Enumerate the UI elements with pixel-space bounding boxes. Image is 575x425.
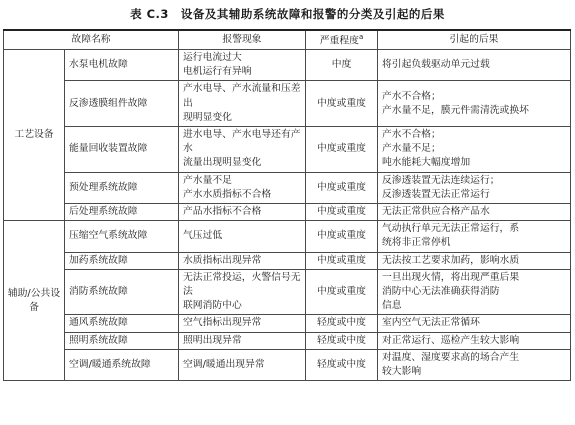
consequence-cell: [378, 221, 571, 252]
consequence-cell-line: 产水量不足，膜元件需清洗或换坏: [382, 104, 529, 116]
consequence-cell-line: 无法正常供应合格产品水: [382, 206, 490, 218]
alarm-cell: [179, 204, 306, 221]
table-row: [4, 81, 571, 127]
consequence-cell-line: 无法按工艺要求加药，影响水质: [382, 254, 520, 266]
header-alarm: 报警现象: [179, 30, 306, 50]
alarm-cell-line: 进水电导、产水电导还有产水: [183, 129, 301, 155]
alarm-cell-line: 无法正常投运，火警信号无法: [183, 271, 301, 298]
alarm-cell: [179, 81, 306, 127]
alarm-cell: [179, 349, 306, 380]
consequence-cell-line: 将引起负载驱动单元过载: [382, 59, 490, 71]
alarm-cell-line: 气压过低: [183, 230, 223, 242]
severity-cell: 轻度或中度: [306, 332, 378, 349]
consequence-cell-line: 一旦出现火情，将出现严重后果: [382, 271, 520, 283]
table-row: [4, 127, 571, 173]
consequence-cell: [378, 81, 571, 127]
alarm-cell: [179, 332, 306, 349]
table-row: [4, 315, 571, 332]
consequence-cell: [378, 269, 571, 315]
consequence-cell: [378, 349, 571, 380]
alarm-cell: [179, 269, 306, 315]
alarm-cell-line: 现明显变化: [183, 111, 232, 123]
consequence-cell-line: 信息: [382, 300, 402, 312]
consequence-cell-line: 产水不合格；: [382, 129, 441, 141]
severity-cell: 中度或重度: [306, 81, 378, 127]
consequence-cell-line: 气动执行单元无法正常运行，系: [382, 223, 520, 235]
table-row: [4, 172, 571, 203]
fault-name-cell: 水泵电机故障: [65, 50, 179, 81]
consequence-cell-line: 产水不合格；: [382, 90, 441, 102]
consequence-cell: [378, 252, 571, 269]
severity-cell: 中度或重度: [306, 172, 378, 203]
alarm-cell-line: 空气指标出现异常: [183, 317, 262, 329]
fault-name-cell: 加药系统故障: [65, 252, 179, 269]
severity-cell: 中度或重度: [306, 221, 378, 252]
alarm-cell-line: 照明出现异常: [183, 334, 242, 346]
consequence-cell: [378, 204, 571, 221]
alarm-cell-line: 运行电流过大: [183, 52, 242, 63]
consequence-cell: [378, 127, 571, 173]
consequence-cell-line: 室内空气无法正常循环: [382, 317, 480, 329]
consequence-cell-line: 统将非正常停机: [382, 237, 451, 249]
header-severity: [306, 30, 378, 50]
alarm-cell-line: 产水电导、产水流量和压差出: [183, 83, 301, 109]
alarm-cell-line: 流量出现明显变化: [183, 157, 262, 169]
fault-name-cell: 能量回收装置故障: [65, 127, 179, 173]
fault-name-cell: 反渗透膜组件故障: [65, 81, 179, 127]
table-row: [4, 50, 571, 81]
table-row: [4, 204, 571, 221]
table-row: [4, 349, 571, 380]
table-title: 设备及其辅助系统故障和报警的分类及引起的后果: [180, 7, 445, 21]
consequence-cell-line: 吨水能耗大幅度增加: [382, 157, 471, 169]
fault-name-cell: 空调/暖通系统故障: [65, 349, 179, 380]
header-row: [4, 30, 571, 50]
category-cell: 工艺设备: [4, 50, 65, 221]
alarm-cell: [179, 50, 306, 81]
severity-cell: 中度: [306, 50, 378, 81]
severity-cell: 中度或重度: [306, 204, 378, 221]
header-fault-name: 故障名称: [4, 30, 179, 50]
severity-cell: 轻度或中度: [306, 349, 378, 380]
severity-cell: 中度或重度: [306, 252, 378, 269]
consequence-cell-line: 对正常运行、巡检产生较大影响: [382, 334, 520, 346]
consequence-cell: [378, 315, 571, 332]
consequence-cell: [378, 50, 571, 81]
fault-name-cell: 通风系统故障: [65, 315, 179, 332]
alarm-cell: [179, 221, 306, 252]
consequence-cell: [378, 332, 571, 349]
consequence-cell-line: 对温度、湿度要求高的场合产生: [382, 351, 520, 363]
fault-name-cell: 后处理系统故障: [65, 204, 179, 221]
consequence-cell-line: 较大影响: [382, 366, 422, 378]
consequence-cell-line: 消防中心无法准确获得消防: [382, 286, 500, 298]
alarm-cell-line: 产品水指标不合格: [183, 206, 262, 218]
alarm-cell: [179, 252, 306, 269]
header-severity-footnote-mark: a: [358, 32, 364, 41]
header-severity-label: 严重程度: [319, 35, 359, 47]
alarm-cell: [179, 127, 306, 173]
category-cell: 辅助/公共设备: [4, 221, 65, 381]
severity-cell: 中度或重度: [306, 269, 378, 315]
alarm-cell: [179, 315, 306, 332]
alarm-cell-line: 水质指标出现异常: [183, 254, 262, 266]
table-row: [4, 332, 571, 349]
alarm-cell-line: 产水量不足: [183, 174, 232, 186]
alarm-cell-line: 产水水质指标不合格: [183, 188, 272, 200]
consequence-cell-line: 反渗透装置无法连续运行；: [382, 174, 500, 186]
alarm-cell: [179, 172, 306, 203]
alarm-cell-line: 空调/暖通出现异常: [183, 358, 265, 370]
consequence-cell-line: 产水量不足；: [382, 143, 441, 155]
alarm-cell-line: 电机运行有异响: [183, 66, 252, 78]
consequence-cell: [378, 172, 571, 203]
fault-name-cell: 压缩空气系统故障: [65, 221, 179, 252]
severity-cell: 轻度或中度: [306, 315, 378, 332]
table-body: [4, 50, 571, 381]
fault-alarm-table: [3, 29, 571, 381]
header-consequence: 引起的后果: [378, 30, 571, 50]
table-row: [4, 221, 571, 252]
consequence-cell-line: 反渗透装置无法正常运行: [382, 188, 490, 200]
table-caption: [0, 6, 575, 22]
severity-cell: 中度或重度: [306, 127, 378, 173]
table-number: 表 C.3: [130, 7, 169, 21]
alarm-cell-line: 联网消防中心: [183, 300, 242, 312]
fault-name-cell: 照明系统故障: [65, 332, 179, 349]
fault-name-cell: 消防系统故障: [65, 269, 179, 315]
table-row: [4, 252, 571, 269]
fault-name-cell: 预处理系统故障: [65, 172, 179, 203]
table-row: [4, 269, 571, 315]
